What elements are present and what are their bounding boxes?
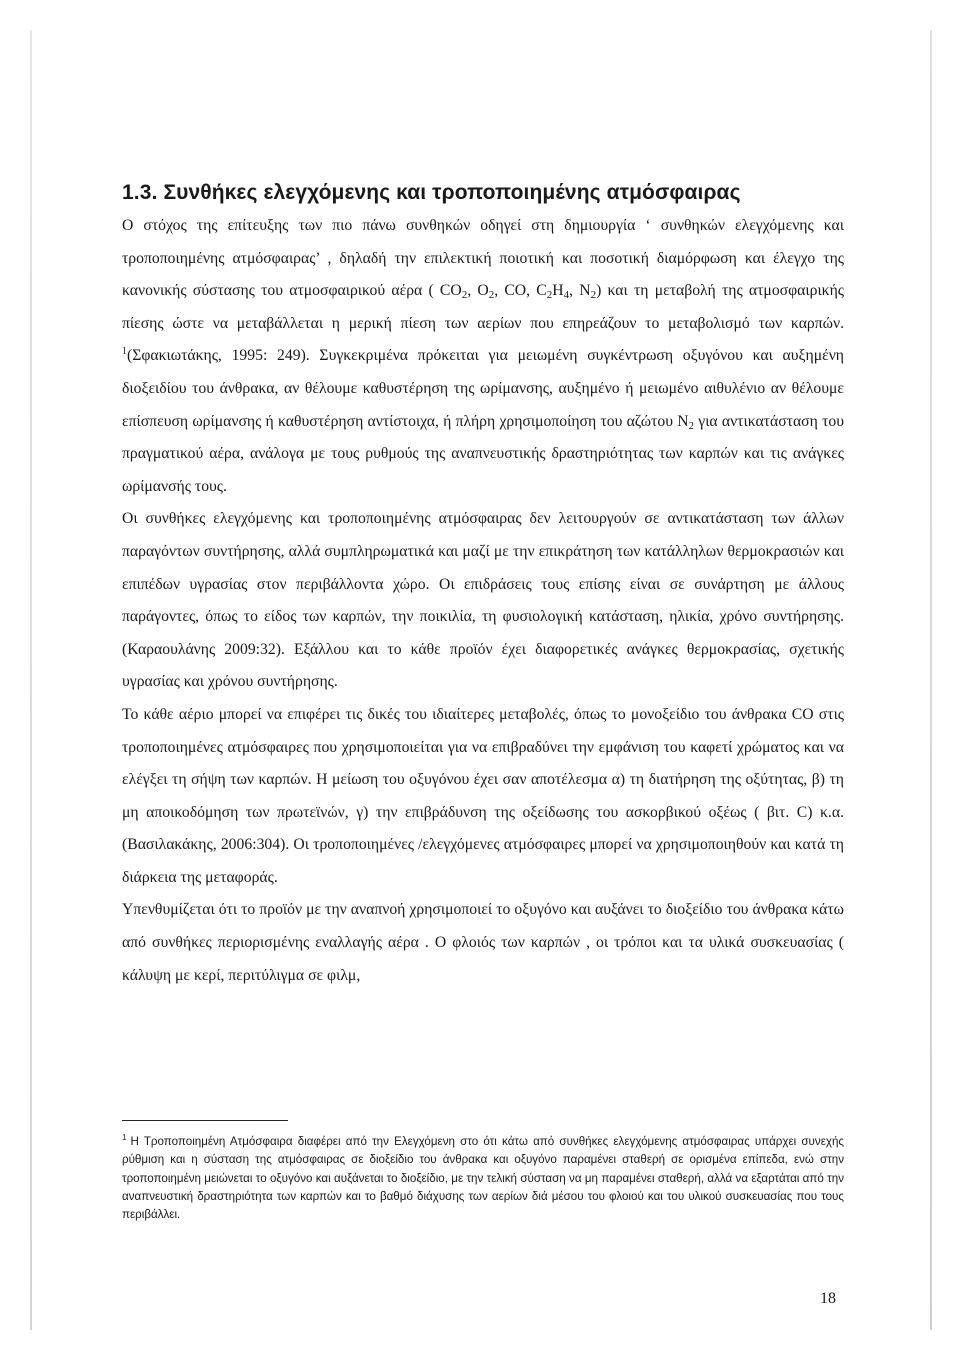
scan-edge-left	[30, 30, 32, 1330]
footnote-marker: 1	[122, 1133, 127, 1142]
footnote-text: Η Τροποποιημένη Ατμόσφαιρα διαφέρει από την Ελεγχόμενη στο ότι κάτω από συνθήκες ελεγχόμενης ατμόσφαιρας υπάρχει συνεχής ρύθμιση και η σύσταση της ατμόσφαιρας σε διοξείδιο του άνθρακα και οξυγόνο παραμένει σταθερή σε ορισμένα επίπεδα, ενώ στην τροποποιημένη μειώνεται το οξυγόνο και αυξάνεται το διοξείδιο, με την τελική σύσταση να μη παραμένει σταθερή, αλλά να εξαρτάται από την αναπνευστική δραστηριότητα των καρπών και το βαθμό διάχυσης των αερίων διά μέσου του φλοιού και του υλικού συσκευασίας που τους περιβάλλει.	[122, 1135, 844, 1222]
paragraph-4: Υπενθυμίζεται ότι το προϊόν με την αναπνοή χρησιμοποιεί το οξυγόνο και αυξάνει το διοξείδιο του άνθρακα κάτω από συνθήκες περιορισμένης εναλλαγής αέρα . Ο φλοιός των καρπών , οι τρόποι και τα υλικά συσκευασίας ( κάλυψη με κερί, περιτύλιγμα σε φιλμ,	[122, 901, 844, 984]
page-content	[122, 178, 844, 992]
section-number: 1.3.	[122, 181, 158, 204]
footnote-separator	[122, 1120, 288, 1121]
scan-edge-right	[930, 30, 932, 1330]
footnote	[122, 1133, 844, 1224]
paragraph-3: Το κάθε αέριο μπορεί να επιφέρει τις δικές του ιδιαίτερες μεταβολές, όπως το μονοξείδιο του άνθρακα CO στις τροποποιημένες ατμόσφαιρες που χρησιμοποιείται για να επιβραδύνει την εμφάνιση του καφετί χρώματος και να ελέγξει τη σήψη των καρπών. Η μείωση του οξυγόνου έχει σαν αποτέλεσμα α) τη διατήρηση της οξύτητας, β) τη μη αποικοδόμηση των πρωτεϊνών, γ) την επιβράδυνση της οξείδωσης του ασκορβικού οξέως ( βιτ. C) κ.α. (Βασιλακάκης, 2006:304). Οι τροποποιημένες /ελεγχόμενες ατμόσφαιρες μπορεί να χρησιμοποιηθούν και κατά τη διάρκεια της μεταφοράς.	[122, 705, 844, 886]
section-heading	[122, 178, 844, 208]
footnote-reference[interactable]: 1	[122, 346, 127, 358]
page-number: 18	[820, 1290, 836, 1307]
section-title: Συνθήκες ελεγχόμενης και τροποποιημένης ατμόσφαιρας	[163, 181, 741, 204]
paragraph-1: Ο στόχος της επίτευξης των πιο πάνω συνθηκών οδηγεί στη δημιουργία ‘ συνθηκών ελεγχόμενης και τροποποιημένης ατμόσφαιρας’ , δηλαδή την επιλεκτική ποιοτική και ποσοτική διαμόρφωση και έλεγχο της κανονικής σύστασης του ατμοσφαιρικού αέρα ( $CO_2$, $O_2$, CO, $C_2H_4$, $N_2$) και τη μεταβολή της ατμοσφαιρικής πίεσης ώστε να μεταβάλλεται η μερική πίεση των αερίων που επηρεάζουν το μεταβολισμό των καρπών. $^1$(Σφακιωτάκης, 1995: 249). Συγκεκριμένα πρόκειται για μειωμένη συγκέντρωση οξυγόνου και αυξημένη διοξειδίου του άνθρακα, αν θέλουμε καθυστέρηση της ωρίμανσης, αυξημένο ή μειωμένο αιθυλένιο αν θέλουμε επίσπευση ωρίμανσης ή καθυστέρηση αντίστοιχα, ή πλήρη χρησιμοποίηση του αζώτου $N_2$ για αντικατάσταση του πραγματικού αέρα, ανάλογα με τους ρυθμούς της αναπνευστικής δραστηριότητας των καρπών και τις ανάγκες ωρίμανσής τους.	[122, 217, 844, 495]
paragraph-2: Οι συνθήκες ελεγχόμενης και τροποποιημένης ατμόσφαιρας δεν λειτουργούν σε αντικατάσταση των άλλων παραγόντων συντήρησης, αλλά συμπληρωματικά και μαζί με την επικράτηση των κατάλληλων θερμοκρασιών και επιπέδων υγρασίας στον περιβάλλοντα χώρο. Οι επιδράσεις τους επίσης είναι σε συνάρτηση με άλλους παράγοντες, όπως το είδος των καρπών, την ποικιλία, τη φυσιολογική κατάσταση, ηλικία, χρόνο συντήρησης. (Καραουλάνης 2009:32). Εξάλλου και το κάθε προϊόν έχει διαφορετικές ανάγκες θερμοκρασίας, σχετικής υγρασίας και χρόνου συντήρησης.	[122, 510, 844, 691]
body-text	[122, 210, 844, 992]
